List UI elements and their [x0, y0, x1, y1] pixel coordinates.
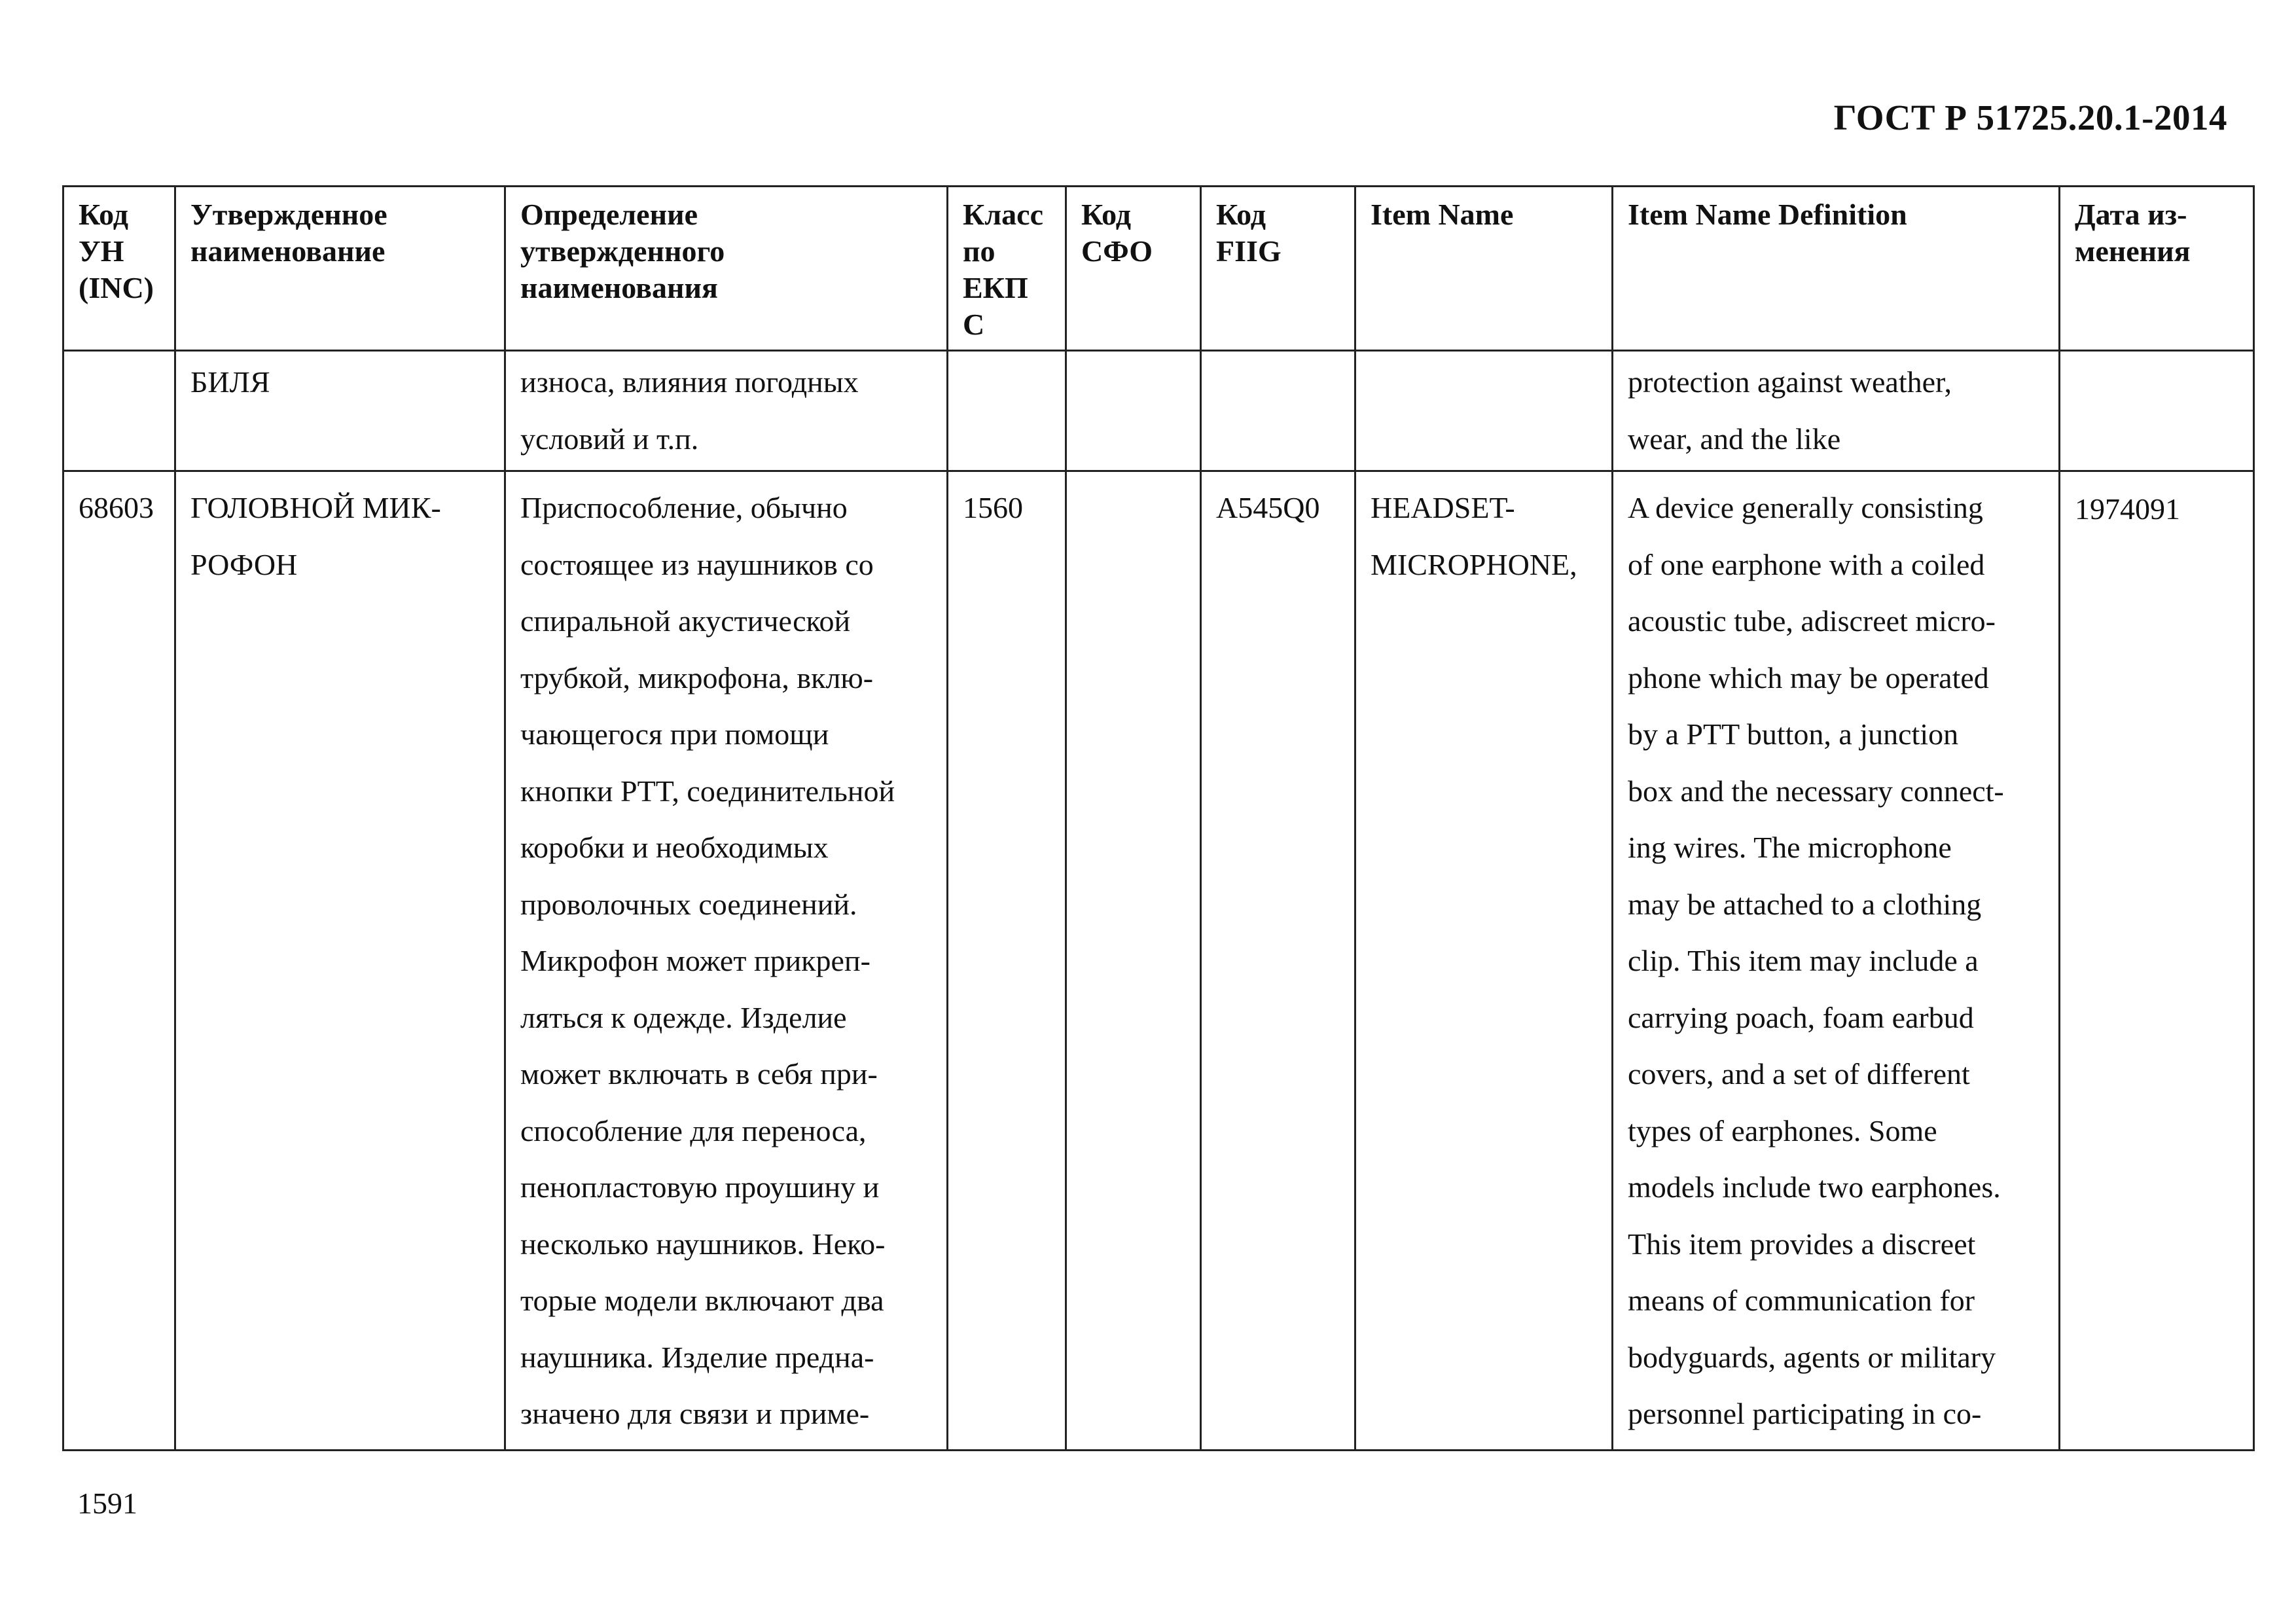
cell-approved-name — [175, 471, 505, 1451]
cell-line: Item Name — [1371, 198, 1514, 231]
cell-line: может включать в себя при- — [520, 1057, 878, 1091]
cell-line: may be attached to a clothing — [1628, 887, 1982, 921]
cell-line: Приспособление, обычно — [520, 491, 848, 524]
header-fiig — [1201, 187, 1355, 351]
cell-item-name-definition — [1613, 351, 2060, 471]
cell-fiig — [1201, 471, 1355, 1451]
cell-line: phone which may be operated — [1628, 660, 1989, 695]
table-header-row — [63, 187, 2254, 351]
cell-class — [948, 471, 1066, 1451]
table-row — [63, 471, 2254, 1451]
cell-line: ing wires. The microphone — [1628, 831, 1952, 864]
cell-line: Item Name Definition — [1628, 198, 1907, 231]
cell-line: коробки и необходимых — [520, 831, 829, 864]
cell-line: торые модели включают два — [520, 1284, 884, 1317]
cell-line: БИЛЯ — [190, 365, 270, 399]
header-change-date — [2060, 187, 2254, 351]
cell-line: пенопластовую проушину и — [520, 1170, 880, 1204]
cell-line: Определение — [520, 198, 698, 231]
cell-line: of one earphone with a coiled — [1628, 547, 1985, 581]
cell-change-date — [2060, 471, 2254, 1451]
cell-approved-name — [175, 351, 505, 471]
cell-line: box and the necessary connect- — [1628, 774, 2004, 808]
cell-line: FIIG — [1216, 234, 1282, 268]
cell-line: спиральной акустической — [520, 604, 851, 638]
cell-line: утвержденного — [520, 234, 725, 268]
cell-sfo — [1066, 351, 1201, 471]
cell-line: HEADSET- — [1371, 491, 1515, 524]
cell-line: по — [963, 234, 996, 268]
page-number: 1591 — [77, 1487, 137, 1520]
header-sfo — [1066, 187, 1201, 351]
cell-line: состоящее из наушников со — [520, 547, 874, 581]
cell-line: covers, and a set of different — [1628, 1057, 1970, 1091]
cell-item-name — [1355, 351, 1613, 471]
cell-line: Утвержденное — [190, 198, 387, 231]
cell-inc — [63, 351, 175, 471]
cell-line: Код — [1081, 198, 1132, 231]
document-code: ГОСТ Р 51725.20.1-2014 — [1833, 98, 2227, 137]
cell-line: 68603 — [79, 491, 154, 524]
cell-line: protection against weather, — [1628, 365, 1952, 399]
cell-inc — [63, 471, 175, 1451]
cell-line: types of earphones. Some — [1628, 1113, 1937, 1147]
cell-line: наименования — [520, 271, 718, 304]
cell-line: A device generally consisting — [1628, 491, 1983, 524]
cell-line: несколько наушников. Неко- — [520, 1227, 886, 1261]
cell-fiig — [1201, 351, 1355, 471]
cell-line: ГОЛОВНОЙ МИК- — [190, 491, 441, 524]
cell-line: Микрофон может прикреп- — [520, 944, 870, 977]
cell-line: наименование — [190, 234, 386, 268]
header-definition — [505, 187, 948, 351]
cell-item-name-definition — [1613, 471, 2060, 1451]
cell-line: ЕКП — [963, 271, 1028, 304]
header-class — [948, 187, 1066, 351]
cell-change-date — [2060, 351, 2254, 471]
cell-class — [948, 351, 1066, 471]
cell-line: способление для переноса, — [520, 1113, 867, 1147]
cell-line: РОФОН — [190, 547, 298, 581]
cell-line: Дата из- — [2075, 198, 2187, 231]
header-item-name-definition — [1613, 187, 2060, 351]
cell-line: personnel participating in co- — [1628, 1397, 1982, 1430]
cell-line: УН — [79, 234, 124, 268]
cell-definition — [505, 471, 948, 1451]
cell-line: ляться к одежде. Изделие — [520, 1000, 847, 1034]
table-row — [63, 351, 2254, 471]
header-inc — [63, 187, 175, 351]
cell-line: наушника. Изделие предна- — [520, 1340, 874, 1374]
cell-line: чающегося при помощи — [520, 717, 829, 751]
cell-line: 1974091 — [2075, 492, 2180, 526]
cell-line: проволочных соединений. — [520, 887, 857, 921]
cell-line: models include two earphones. — [1628, 1170, 2001, 1204]
cell-line: acoustic tube, adiscreet micro- — [1628, 604, 1996, 638]
cell-line: менения — [2075, 234, 2191, 268]
cell-item-name — [1355, 471, 1613, 1451]
cell-line: carrying poach, foam earbud — [1628, 1000, 1974, 1034]
cell-line: Код — [79, 198, 129, 231]
cell-sfo — [1066, 471, 1201, 1451]
cell-line: С — [963, 308, 985, 341]
cell-line: bodyguards, agents or military — [1628, 1340, 1996, 1374]
cell-line: значено для связи и приме- — [520, 1397, 870, 1430]
header-approved-name — [175, 187, 505, 351]
nomenclature-table — [62, 185, 2255, 1451]
cell-line: трубкой, микрофона, вклю- — [520, 660, 874, 695]
header-item-name — [1355, 187, 1613, 351]
cell-line: Класс — [963, 198, 1043, 231]
cell-line: MICROPHONE, — [1371, 547, 1577, 581]
cell-line: by a PTT button, a junction — [1628, 717, 1959, 751]
cell-line: Код — [1216, 198, 1266, 231]
cell-line: условий и т.п. — [520, 422, 699, 456]
cell-line: means of communication for — [1628, 1284, 1975, 1317]
cell-line: This item provides a discreet — [1628, 1227, 1976, 1261]
cell-line: 1560 — [963, 491, 1023, 524]
cell-line: clip. This item may include a — [1628, 944, 1979, 977]
cell-definition — [505, 351, 948, 471]
cell-line: кнопки PTT, соединительной — [520, 774, 895, 808]
cell-line: (INC) — [79, 271, 154, 304]
cell-line: износа, влияния погодных — [520, 365, 859, 399]
cell-line: wear, and the like — [1628, 422, 1841, 456]
cell-line: A545Q0 — [1216, 491, 1320, 524]
cell-line: СФО — [1081, 234, 1153, 268]
